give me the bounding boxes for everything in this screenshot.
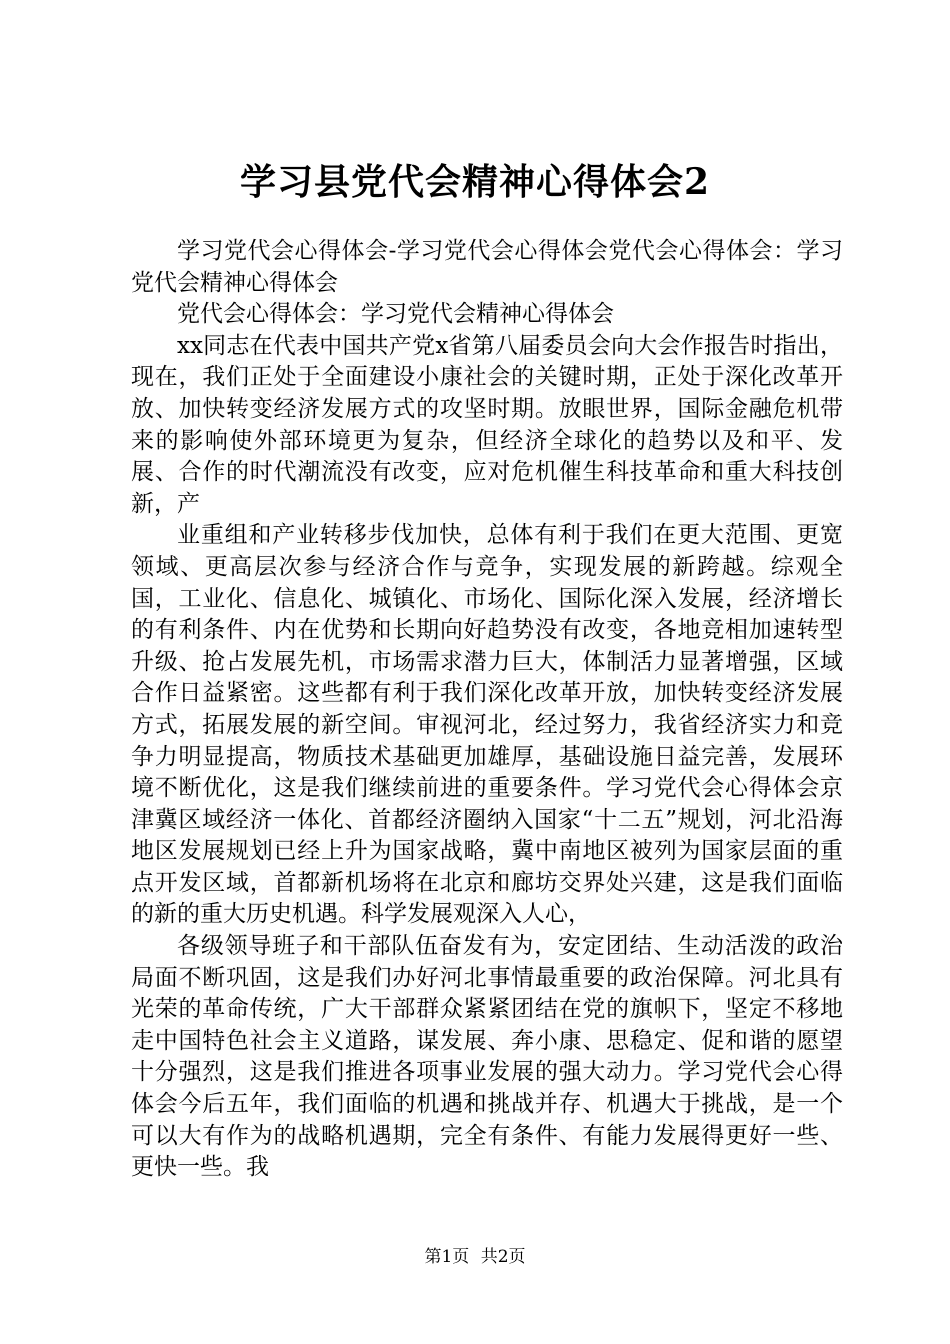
paragraph: 各级领导班子和干部队伍奋发有为，安定团结、生动活泼的政治局面不断巩固，这是我们办好河北事情最重要的政治保障。河北具有光荣的革命传统，广大干部群众紧紧团结在党的旗帜下，坚定不移地走中国特色社会主义道路，谋发展、奔小康、思稳定、促和谐的愿望十分强烈，这是我们推进各项事业发展的强大动力。学习党代会心得体会今后五年，我们面临的机遇和挑战并存、机遇大于挑战，是一个可以大有作为的战略机遇期，完全有条件、有能力发展得更好一些、更快一些。我 — [131, 933, 843, 1181]
paragraph: 学习党代会心得体会-学习党代会心得体会党代会心得体会：学习党代会精神心得体会 — [131, 238, 843, 296]
document-title: 学习县党代会精神心得体会2 — [239, 161, 711, 203]
document-body — [131, 236, 843, 1184]
page-footer: 第1页 共2页 — [424, 1247, 526, 1267]
paragraph: 业重组和产业转移步伐加快，总体有利于我们在更大范围、更宽领域、更高层次参与经济合作与竞争，实现发展的新跨越。综观全国，工业化、信息化、城镇化、市场化、国际化深入发展，经济增长的有利条件、内在优势和长期向好趋势没有改变，各地竞相加速转型升级、抢占发展先机，市场需求潜力巨大，体制活力显著增强，区域合作日益紧密。这些都有利于我们深化改革开放，加快转变经济发展方式，拓展发展的新空间。审视河北，经过努力，我省经济实力和竞争力明显提高，物质技术基础更加雄厚，基础设施日益完善，发展环境不断优化，这是我们继续前进的重要条件。学习党代会心得体会京津冀区域经济一体化、首都经济圈纳入国家“十二五”规划，河北沿海地区发展规划已经上升为国家战略，冀中南地区被列为国家层面的重点开发区域，首都新机场将在北京和廊坊交界处兴建，这是我们面临的新的重大历史机遇。科学发展观深入人心， — [131, 522, 843, 928]
paragraph: 党代会心得体会：学习党代会精神心得体会 — [177, 301, 614, 328]
paragraph: xx同志在代表中国共产党x省第八届委员会向大会作报告时指出，现在，我们正处于全面建设小康社会的关键时期，正处于深化改革开放、加快转变经济发展方式的攻坚时期。放眼世界，国际金融危机带来的影响使外部环境更为复杂，但经济全球化的趋势以及和平、发展、合作的时代潮流没有改变，应对危机催生科技革命和重大科技创新，产 — [131, 332, 843, 517]
